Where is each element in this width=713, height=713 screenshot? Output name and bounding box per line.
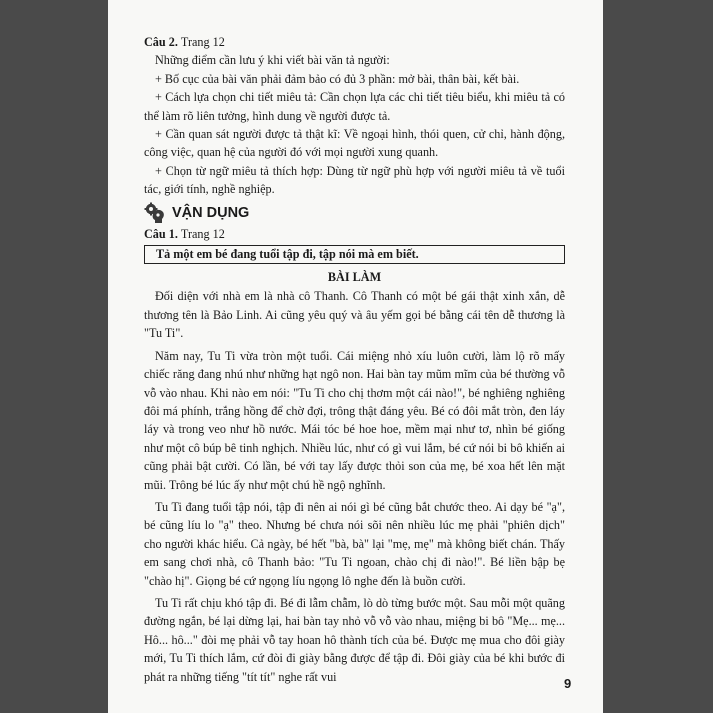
document-page bbox=[108, 0, 603, 713]
essay-paragraph: Đối diện với nhà em là nhà cô Thanh. Cô Thanh có một bé gái thật xinh xắn, dễ thương tên là Bảo Linh. Ai cũng yêu quý và âu yếm gọi bé bằng cái tên dễ thương là "Tu Ti". bbox=[144, 289, 565, 341]
section-heading bbox=[144, 202, 565, 224]
question-1-label: Câu 1. bbox=[144, 226, 178, 241]
viewer-frame-left bbox=[0, 0, 108, 713]
task-box: Tả một em bé đang tuổi tập đi, tập nói mà em biết. bbox=[144, 245, 565, 264]
question-2-page-ref: Trang 12 bbox=[180, 35, 225, 49]
question-2-item: + Chọn từ ngữ miêu tả thích hợp: Dùng từ ngữ phù hợp với người miêu tả về tuổi tác, giới tính, nghề nghiệp. bbox=[144, 163, 565, 197]
question-2-label: Câu 2. bbox=[144, 35, 178, 49]
essay-paragraph: Năm nay, Tu Ti vừa tròn một tuổi. Cái miệng nhỏ xíu luôn cười, làm lộ rõ mấy chiếc răng đang nhú như những hạt ngô non. Hai bàn tay mũm mĩm của bé thường vỗ vỗ vào nhau. Khi nào em nói: "Tu Ti cho chị thơm một cái nào!", bé nghiêng nghiêng đôi má phính, trắng hồng để chờ đợi, trông thật đáng yêu. Bé có đôi mắt tròn, đen láy láy và trong veo như hồ nước. Mái tóc bé hoe hoe, mềm mại như tơ, nhìn bé giống như một cô búp bê tinh nghịch. Nhiều lúc, như có gì vui lắm, bé cứ nói bi bô khiến ai cũng phải bật cười. Có lần, bé với tay lấy được thỏi son của mẹ, bé xoa hết lên mặt mũi. Trông bé lúc ấy như một chú hề ngộ nghĩnh. bbox=[144, 348, 565, 492]
question-1-page-ref: Trang 12 bbox=[180, 226, 225, 241]
page-content bbox=[144, 33, 565, 686]
essay-paragraph: Tu Ti đang tuổi tập nói, tập đi nên ai nói gì bé cũng bắt chước theo. Ai dạy bé "ạ", bé cũng líu lo "ạ" theo. Nhưng bé chưa nói sõi nên nhiều lúc mẹ phải "phiên dịch" cho người khác hiểu. Cả ngày, bé hết "bà, bà" lại "mẹ, mẹ" mà không biết chán. Thấy em sang chơi nhà, cô Thanh bảo: "Tu Ti ngoan, chào chị đi nào!". Bé liền bập bẹ "chào hị". Giọng bé cứ ngọng líu ngọng lô nghe đến là buồn cười. bbox=[144, 499, 565, 588]
question-2-intro: Những điểm cần lưu ý khi viết bài văn tả người: bbox=[155, 53, 390, 68]
question-1-heading bbox=[144, 225, 565, 243]
section-title: VẬN DỤNG bbox=[172, 204, 250, 221]
page-number: 9 bbox=[564, 676, 572, 691]
question-2-item: + Cần quan sát người được tả thật kĩ: Về ngoại hình, thói quen, cử chỉ, hành động, công việc, quan hệ của người đó với mọi người xung quanh. bbox=[144, 127, 565, 160]
essay-title: BÀI LÀM bbox=[327, 270, 382, 285]
question-2-heading bbox=[144, 33, 565, 51]
essay-paragraph: Tu Ti rất chịu khó tập đi. Bé đi lẫm chẫm, lò dò từng bước một. Sau mỗi một quãng đường ngắn, bé lại dừng lại, hai bàn tay nhỏ vỗ vỗ vào nhau, miệng bi bô "Mẹ... mẹ... Hô... hô..." đòi mẹ phải vỗ tay hoan hô thành tích của bé. Được mẹ mua cho đôi giày mới, Tu Ti thích lắm, cứ đòi đi giày bằng được để tập đi. Đôi giày của bé khi bước đi phát ra những tiếng "tít tít" nghe rất vui bbox=[144, 595, 565, 684]
viewer-frame-right bbox=[603, 0, 713, 713]
gear-head-icon bbox=[144, 202, 166, 224]
question-2-item: + Bố cục của bài văn phải đảm bảo có đủ 3 phần: mở bài, thân bài, kết bài. bbox=[155, 71, 520, 86]
question-2-item: + Cách lựa chọn chi tiết miêu tả: Cần chọn lựa các chi tiết tiêu biểu, khi miêu tả có thể làm rõ liên tưởng, hình dung về người được tả. bbox=[144, 90, 565, 123]
